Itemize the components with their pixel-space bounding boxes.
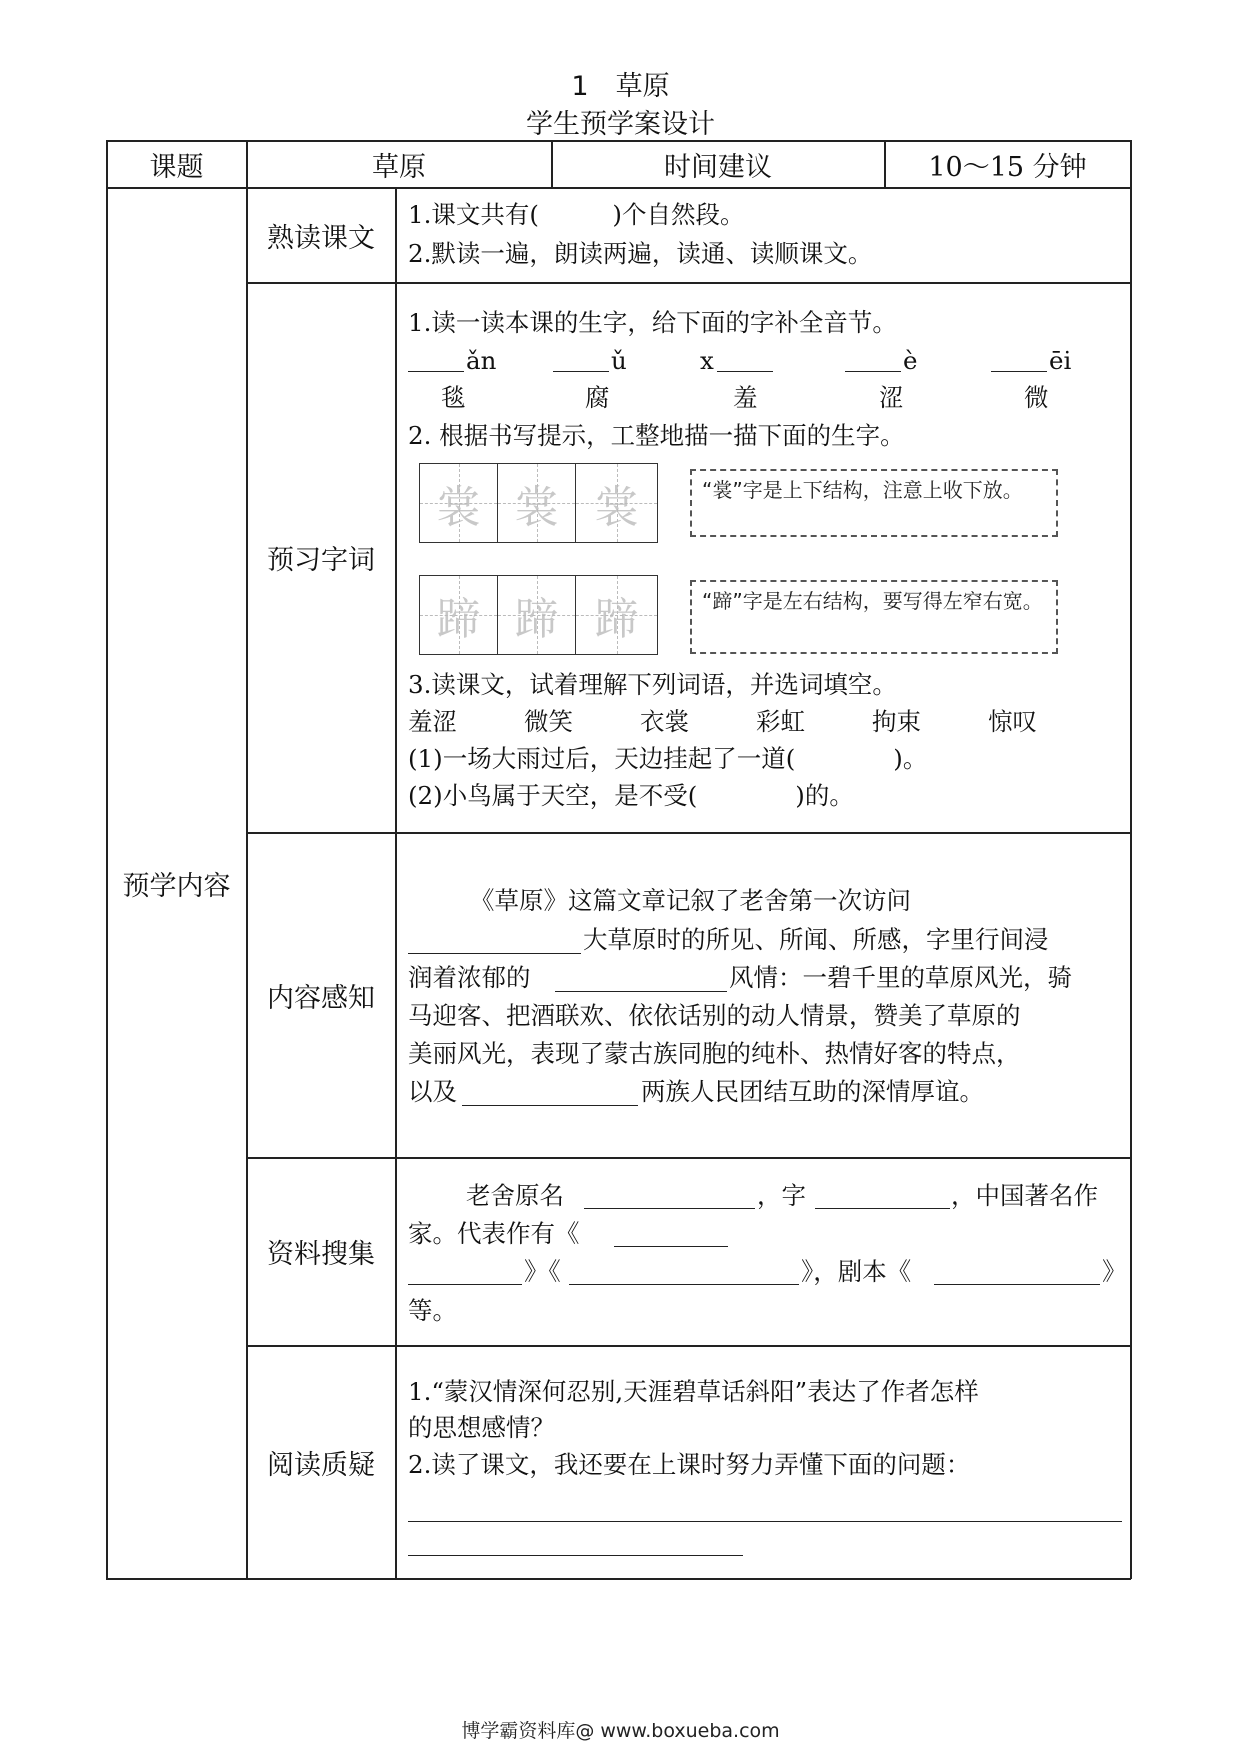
pinyin-5: ēi [1049,346,1072,375]
time-value: 10～15 分钟 [928,151,1087,183]
word-4: 彩虹 [756,707,805,736]
pinyin-4: è [903,346,918,375]
material-d1: 等。 [408,1296,457,1325]
char-4: 涩 [879,383,904,412]
question-2: 2.读了课文，我还要在上课时努力弄懂下面的问题： [408,1450,971,1479]
topic-label: 课题 [149,151,204,183]
trace-box: 裳 [576,464,657,542]
content-line-2: 大草原时的所见、所闻、所感，字里行间浸 [583,925,1049,954]
material-a2: ，字 [757,1181,806,1210]
words-q2: 2. 根据书写提示，工整地描一描下面的生字。 [408,421,905,450]
topic-value: 草原 [372,151,426,183]
section-label-material: 资料搜集 [267,1239,375,1270]
trace-box: 裳 [420,464,498,542]
trace-box: 蹄 [576,576,657,654]
answer-line-2[interactable] [408,1555,743,1556]
trace-box: 蹄 [420,576,498,654]
word-2: 微笑 [524,707,573,736]
words-q3: 3.读课文，试着理解下列词语，并选词填空。 [408,670,897,699]
tracing-grid-2 [419,575,658,655]
word-6: 惊叹 [988,707,1037,736]
section-label-words: 预习字词 [267,545,375,576]
material-c3: 》 [1102,1257,1127,1286]
fill-sentence-1: (1)一场大雨过后，天边挂起了一道( )。 [408,744,928,773]
material-b1: 家。代表作有《 [408,1219,580,1248]
material-a3: ，中国著名作 [951,1181,1098,1210]
char-3: 羞 [733,383,758,412]
char-1: 毯 [441,383,466,412]
answer-line-1[interactable] [408,1521,1122,1522]
char-2: 腐 [585,383,610,412]
content-line-6b: 两族人民团结互助的深情厚谊。 [641,1077,984,1106]
words-q1: 1.读一读本课的生字，给下面的字补全音节。 [408,308,897,337]
word-3: 衣裳 [640,707,689,736]
trace-box: 裳 [498,464,576,542]
content-line-5: 美丽风光，表现了蒙古族同胞的纯朴、热情好客的特点， [408,1039,1021,1068]
content-line-3a: 润着浓郁的 [408,963,531,992]
content-line-6a: 以及 [408,1077,457,1106]
page-subtitle: 学生预学案设计 [526,109,715,140]
word-1: 羞涩 [408,707,457,736]
material-a1: 老舍原名 [466,1181,564,1210]
section-label-read: 熟读课文 [267,222,375,254]
content-line-4: 马迎客、把酒联欢、依依话别的动人情景，赞美了草原的 [408,1001,1021,1030]
section-label-content: 内容感知 [267,982,375,1014]
writing-tip-1: “裳”字是上下结构，注意上收下放。 [690,469,1058,537]
section-label-question: 阅读质疑 [267,1449,375,1481]
footer-watermark: 博学霸资料库@ www.boxueba.com [461,1720,780,1742]
time-label: 时间建议 [664,151,772,183]
question-1b: 的思想感情？ [408,1413,555,1442]
pinyin-1: ǎn [466,346,497,375]
char-5: 微 [1024,383,1049,412]
word-5: 拘束 [872,707,921,736]
content-line-3b: 风情：一碧千里的草原风光，骑 [729,963,1072,992]
question-1a: 1.“蒙汉情深何忍别,天涯碧草话斜阳”表达了作者怎样 [408,1377,979,1406]
pinyin-2: ǔ [611,346,627,375]
read-line-2: 2.默读一遍，朗读两遍，读通、读顺课文。 [408,239,873,268]
material-c2: 》，剧本《 [801,1257,912,1286]
fill-sentence-2: (2)小鸟属于天空，是不受( )的。 [408,781,854,810]
pinyin-3: x [700,346,714,375]
writing-tip-2: “蹄”字是左右结构，要写得左窄右宽。 [690,580,1058,654]
material-c1: 》《 [524,1257,561,1286]
content-line-1: 《草原》这篇文章记叙了老舍第一次访问 [470,886,911,915]
preview-content-label: 预学内容 [122,870,231,902]
read-line-1: 1.课文共有( )个自然段。 [408,200,745,229]
trace-box: 蹄 [498,576,576,654]
tracing-grid-1 [419,463,658,543]
lesson-title: 1 草原 [571,71,670,102]
